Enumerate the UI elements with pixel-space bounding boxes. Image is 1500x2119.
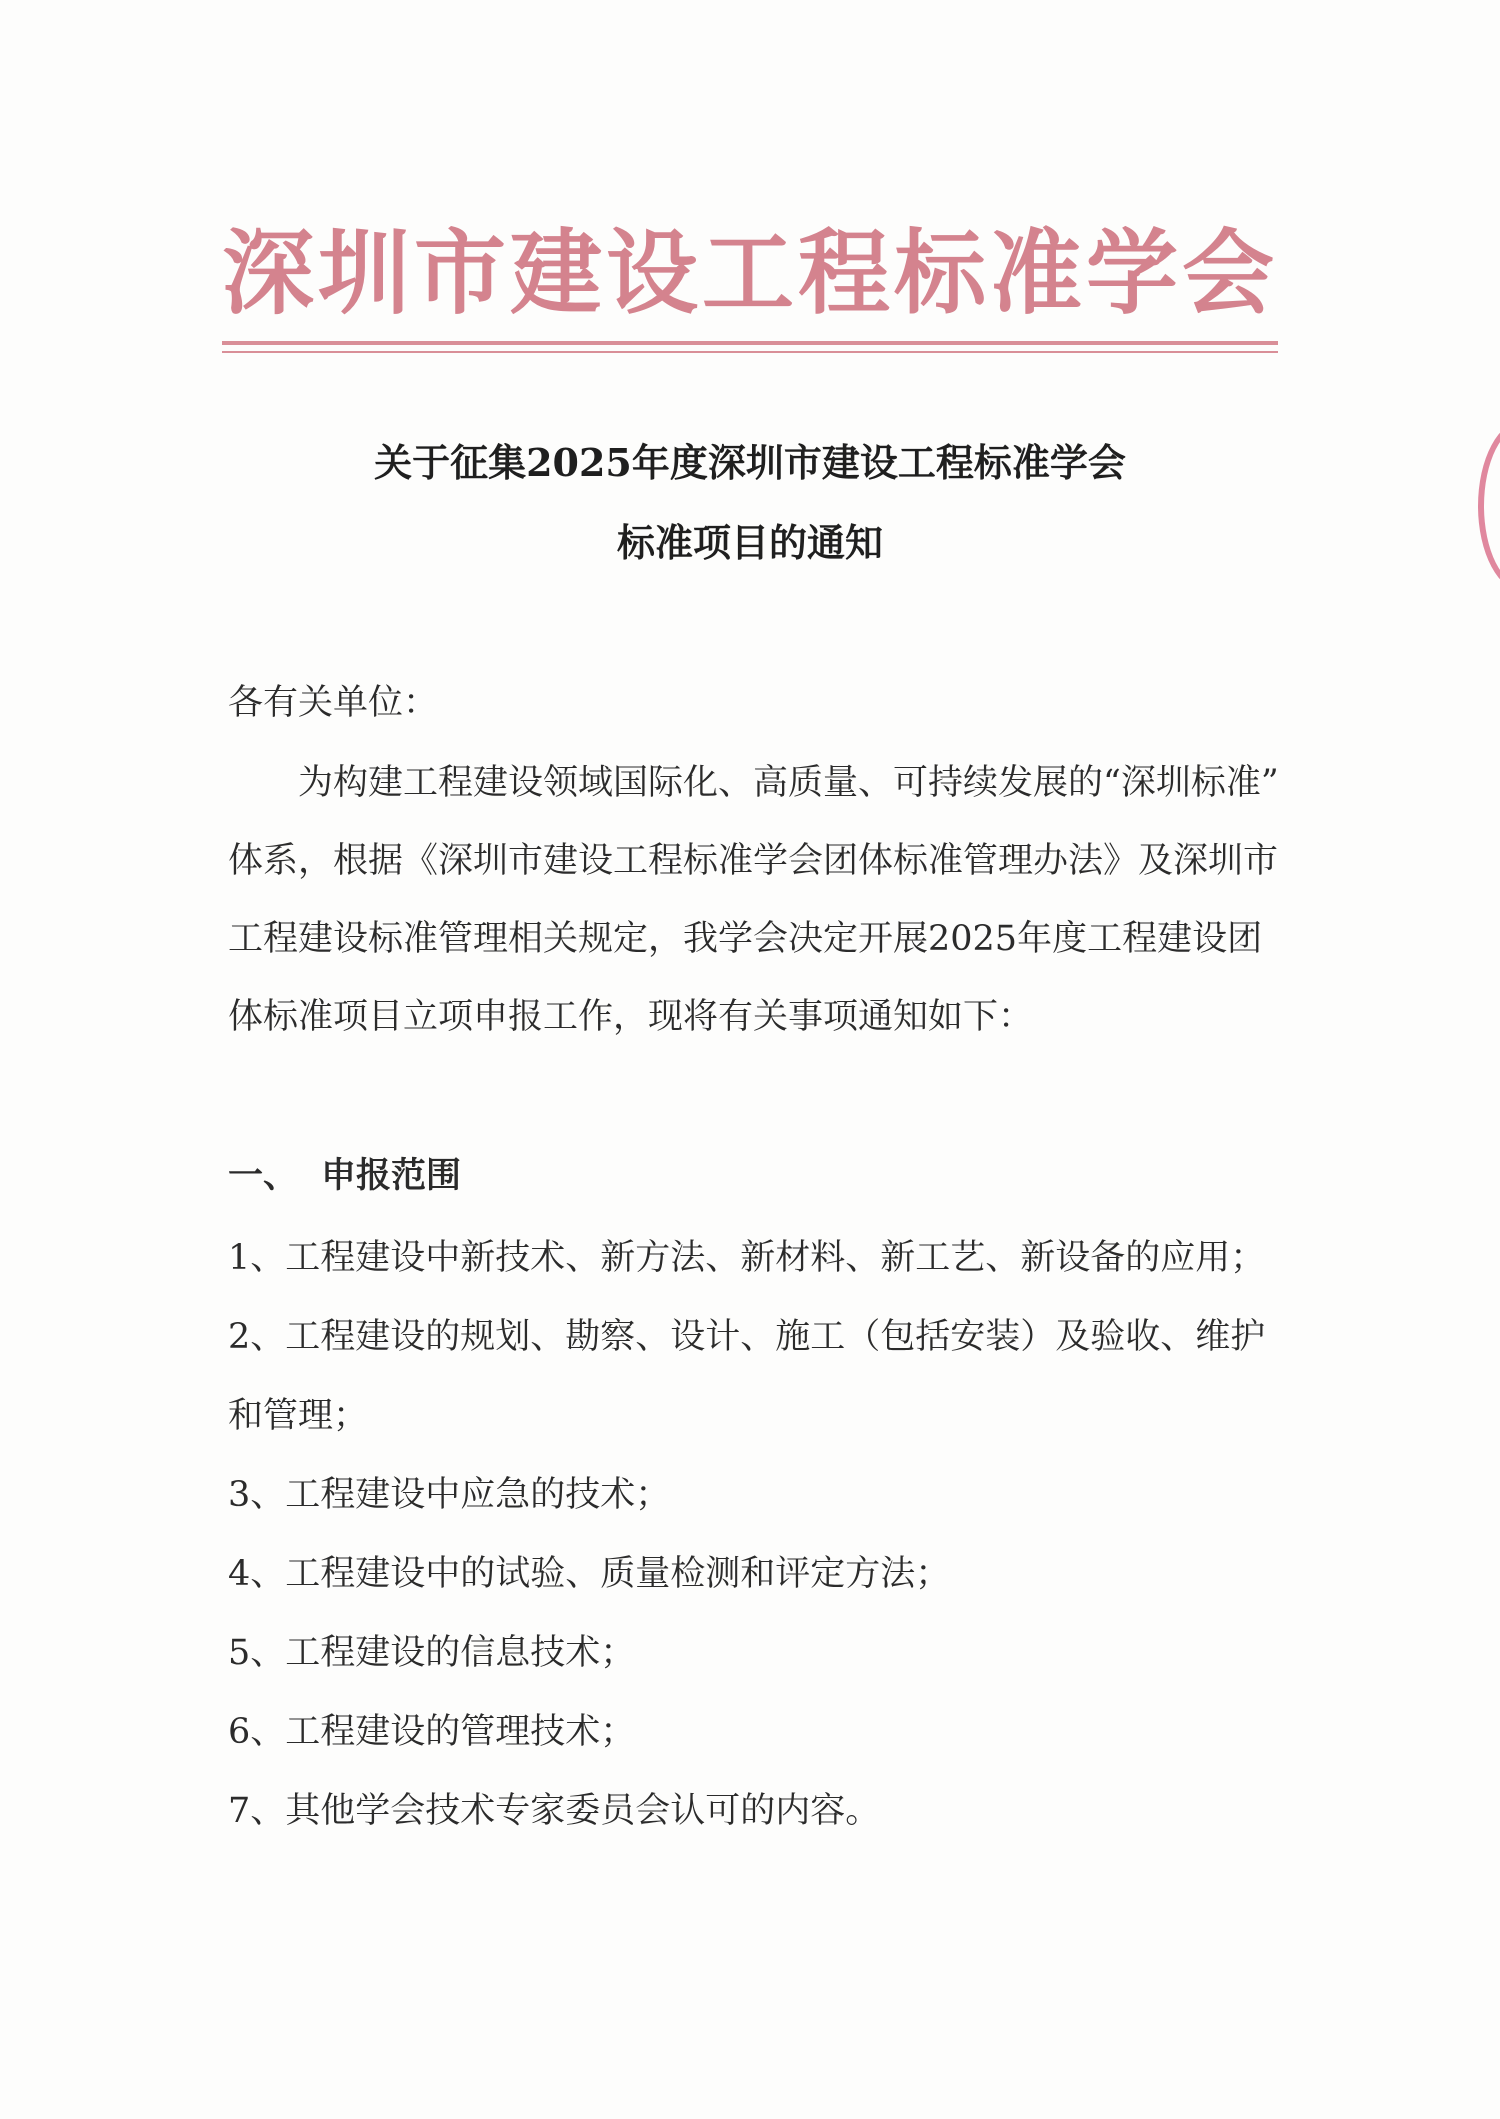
section-1-heading [228, 1148, 1288, 1198]
scope-item: 7、其他学会技术专家委员会认可的内容。 [228, 1791, 881, 1831]
intro-line-3: 工程建设标准管理相关规定，我学会决定开展2025年度工程建设团 [228, 919, 1263, 959]
scope-item: 6、工程建设的管理技术； [228, 1712, 636, 1752]
header-rule-thick [222, 341, 1278, 345]
scope-item: 1、工程建设中新技术、新方法、新材料、新工艺、新设备的应用； [228, 1238, 1266, 1278]
scope-item: 3、工程建设中应急的技术； [228, 1475, 671, 1515]
org-header-title: 深圳市建设工程标准学会 [221, 220, 1278, 327]
scope-item-continuation: 和管理； [228, 1396, 369, 1436]
document-title-line-2: 标准项目的通知 [616, 520, 883, 565]
scope-item: 2、工程建设的规划、勘察、设计、施工（包括安装）及验收、维护 [228, 1317, 1266, 1357]
scope-item: 4、工程建设中的试验、质量检测和评定方法； [228, 1554, 951, 1594]
intro-line-1: 为构建工程建设领域国际化、高质量、可持续发展的“深圳标准” [228, 763, 1279, 803]
section-1-heading-text: 申报范围 [321, 1155, 462, 1196]
salutation: 各有关单位： [228, 683, 439, 723]
section-1-number: 一、 [228, 1155, 299, 1196]
intro-line-4: 体标准项目立项申报工作，现将有关事项通知如下： [228, 997, 1034, 1037]
scope-item: 5、工程建设的信息技术； [228, 1633, 636, 1673]
document-title-line-1: 关于征集2025年度深圳市建设工程标准学会 [374, 440, 1126, 485]
header-rule-thin [222, 351, 1278, 353]
intro-line-2: 体系，根据《深圳市建设工程标准学会团体标准管理办法》及深圳市 [228, 841, 1279, 881]
